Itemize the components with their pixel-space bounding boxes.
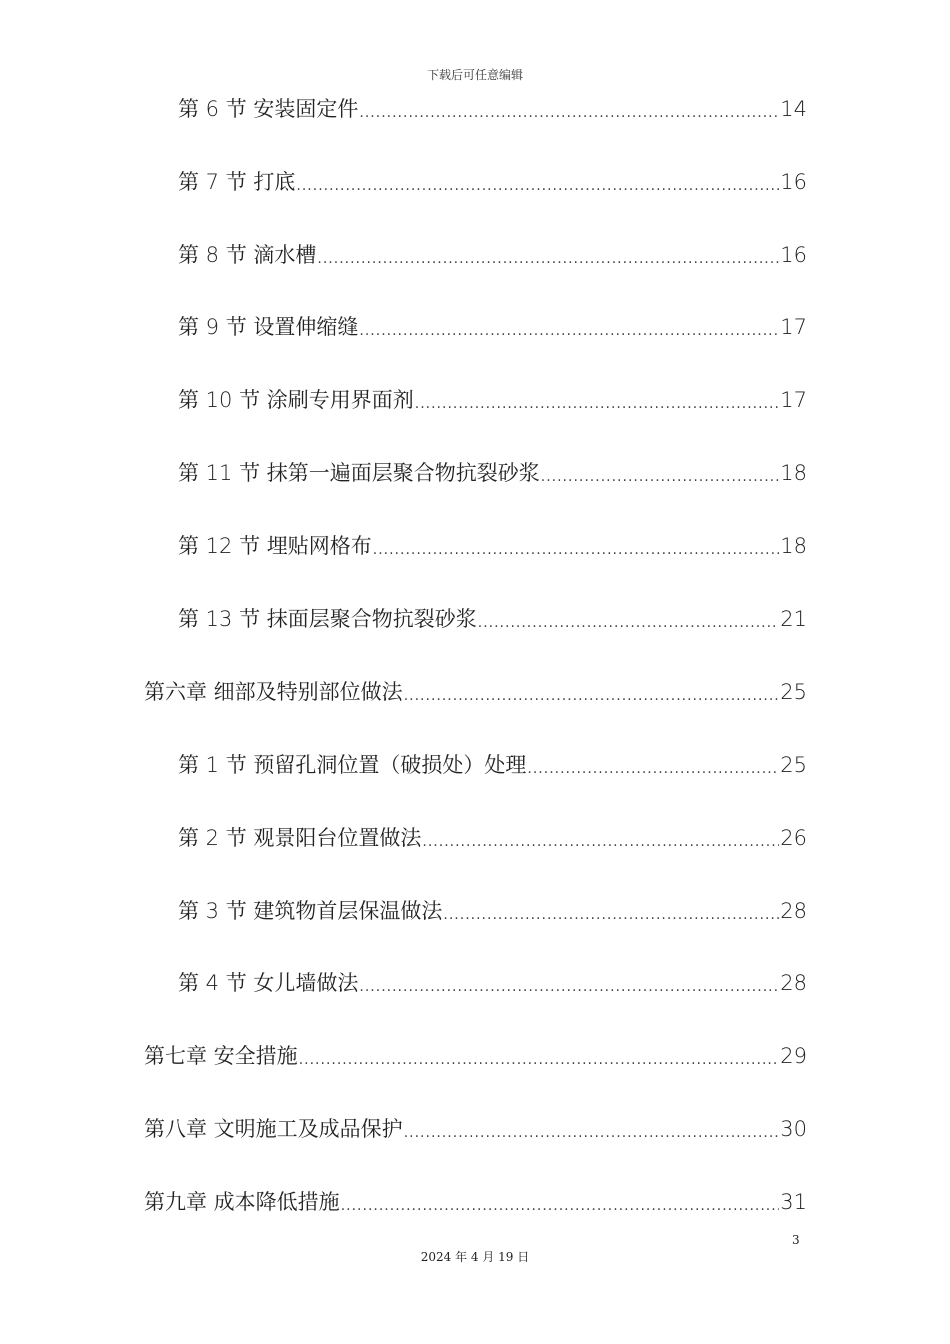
toc-dot-leader bbox=[541, 466, 780, 488]
toc-dot-leader bbox=[296, 175, 779, 197]
toc-entry-page: 28 bbox=[780, 971, 807, 995]
toc-entry[interactable] bbox=[178, 385, 807, 415]
toc-entry-page: 16 bbox=[780, 170, 807, 194]
toc-chapter-entry[interactable] bbox=[144, 1114, 807, 1144]
toc-entry-page: 25 bbox=[780, 680, 807, 704]
toc-entry-title: 第 13 节 抹面层聚合物抗裂砂浆 bbox=[178, 607, 477, 631]
toc-dot-leader bbox=[478, 612, 780, 634]
toc-dot-leader bbox=[359, 320, 779, 342]
toc-dot-leader bbox=[317, 248, 779, 270]
toc-entry-page: 31 bbox=[780, 1190, 807, 1214]
footer-date: 2024 年 4 月 19 日 bbox=[420, 1250, 530, 1264]
toc-entry[interactable] bbox=[178, 167, 807, 197]
toc-entry-title: 第 11 节 抹第一遍面层聚合物抗裂砂浆 bbox=[178, 461, 540, 485]
toc-entry[interactable] bbox=[178, 312, 807, 342]
toc-entry[interactable] bbox=[178, 531, 807, 561]
toc-entry-page: 30 bbox=[780, 1117, 807, 1141]
toc-entry-title: 第 4 节 女儿墙做法 bbox=[178, 971, 359, 995]
toc-entry-page: 26 bbox=[780, 826, 807, 850]
toc-dot-leader bbox=[359, 102, 779, 124]
page-number: 3 bbox=[792, 1233, 800, 1247]
toc-entry-title: 第六章 细部及特别部位做法 bbox=[144, 680, 403, 704]
toc-entry[interactable] bbox=[178, 823, 807, 853]
toc-entry-title: 第 3 节 建筑物首层保温做法 bbox=[178, 899, 443, 923]
toc-entry-title: 第 1 节 预留孔洞位置（破损处）处理 bbox=[178, 753, 527, 777]
toc-entry[interactable] bbox=[178, 750, 807, 780]
toc-entry-page: 28 bbox=[780, 899, 807, 923]
toc-dot-leader bbox=[299, 1049, 780, 1071]
toc-entry-page: 16 bbox=[780, 243, 807, 267]
toc-dot-leader bbox=[373, 539, 780, 561]
toc-dot-leader bbox=[415, 393, 780, 415]
toc-dot-leader bbox=[422, 831, 779, 853]
toc-entry-title: 第九章 成本降低措施 bbox=[144, 1190, 340, 1214]
toc-entry-page: 14 bbox=[780, 97, 807, 121]
toc-dot-leader bbox=[404, 685, 780, 707]
toc-dot-leader bbox=[341, 1195, 780, 1217]
toc-chapter-entry[interactable] bbox=[144, 1187, 807, 1217]
toc-entry-title: 第 7 节 打底 bbox=[178, 170, 296, 194]
header-note: 下载后可任意编辑 bbox=[426, 68, 523, 82]
toc-entry[interactable] bbox=[178, 604, 807, 634]
toc-entry-title: 第 12 节 埋贴网格布 bbox=[178, 534, 372, 558]
toc-entry-title: 第八章 文明施工及成品保护 bbox=[144, 1117, 403, 1141]
toc-entry[interactable] bbox=[178, 896, 807, 926]
toc-entry[interactable] bbox=[178, 240, 807, 270]
toc-dot-leader bbox=[443, 904, 779, 926]
toc-entry-title: 第 9 节 设置伸缩缝 bbox=[178, 315, 359, 339]
toc-chapter-entry[interactable] bbox=[144, 677, 807, 707]
toc-entry-title: 第 8 节 滴水槽 bbox=[178, 243, 317, 267]
toc-entry-page: 18 bbox=[780, 461, 807, 485]
toc-entry-title: 第 6 节 安装固定件 bbox=[178, 97, 359, 121]
toc-dot-leader bbox=[404, 1122, 780, 1144]
toc-entry-page: 29 bbox=[780, 1044, 807, 1068]
toc-entry[interactable] bbox=[178, 968, 807, 998]
toc-chapter-entry[interactable] bbox=[144, 1041, 807, 1071]
toc-entry-title: 第七章 安全措施 bbox=[144, 1044, 298, 1068]
toc-dot-leader bbox=[359, 976, 779, 998]
toc-entry-page: 17 bbox=[780, 388, 807, 412]
toc-entry-page: 17 bbox=[780, 315, 807, 339]
toc-entry-page: 25 bbox=[780, 753, 807, 777]
toc-entry-title: 第 2 节 观景阳台位置做法 bbox=[178, 826, 422, 850]
toc-entry[interactable] bbox=[178, 458, 807, 488]
toc-entry[interactable] bbox=[178, 94, 807, 124]
toc-entry-title: 第 10 节 涂刷专用界面剂 bbox=[178, 388, 414, 412]
toc-dot-leader bbox=[527, 758, 779, 780]
toc-entry-page: 21 bbox=[780, 607, 807, 631]
toc-entry-page: 18 bbox=[780, 534, 807, 558]
